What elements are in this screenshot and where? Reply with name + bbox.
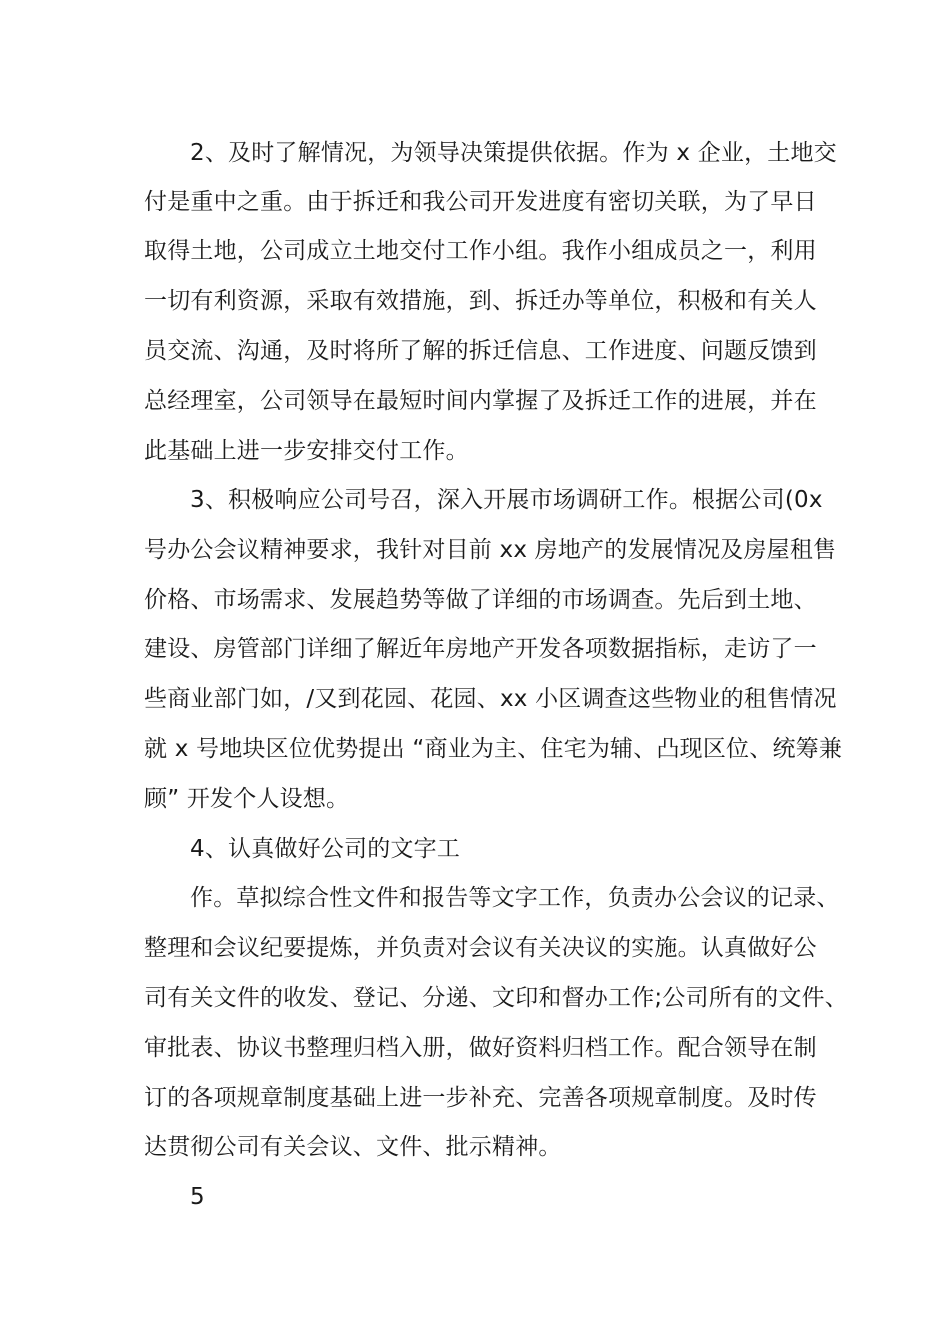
text-line: 些商业部门如，/又到花园、花园、xx 小区调查这些物业的租售情况 [144,686,837,712]
text-line: 3、积极响应公司号召，深入开展市场调研工作。根据公司(0x [190,487,823,513]
text-line: 建设、房管部门详细了解近年房地产开发各项数据指标，走访了一 [144,636,817,662]
text-line: 司有关文件的收发、登记、分递、文印和督办工作;公司所有的文件、 [144,985,848,1011]
text-line: 付是重中之重。由于拆迁和我公司开发进度有密切关联，为了早日 [144,189,817,215]
text-line: 作。草拟综合性文件和报告等文字工作，负责办公会议的记录、 [190,885,840,911]
text-line: 总经理室，公司领导在最短时间内掌握了及拆迁工作的进展，并在 [144,388,817,414]
text-line: 取得土地，公司成立土地交付工作小组。我作小组成员之一，利用 [144,238,817,264]
text-line: 就 x 号地块区位优势提出 “商业为主、住宅为辅、凸现区位、统筹兼 [144,736,843,762]
text-line: 达贯彻公司有关会议、文件、批示精神。 [144,1134,562,1160]
text-line: 整理和会议纪要提炼，并负责对会议有关决议的实施。认真做好公 [144,935,817,961]
text-line: 此基础上进一步安排交付工作。 [144,438,469,464]
text-line: 审批表、协议书整理归档入册，做好资料归档工作。配合领导在制 [144,1035,817,1061]
text-line: 员交流、沟通，及时将所了解的拆迁信息、工作进度、问题反馈到 [144,338,817,364]
text-line: 2、及时了解情况，为领导决策提供依据。作为 x 企业，土地交 [190,140,837,166]
text-line: 顾” 开发个人设想。 [144,786,350,812]
text-line: 订的各项规章制度基础上进一步补充、完善各项规章制度。及时传 [144,1085,817,1111]
text-line: 价格、市场需求、发展趋势等做了详细的市场调查。先后到土地、 [144,587,817,613]
text-line: 4、认真做好公司的文字工 [190,836,461,862]
text-line: 一切有利资源，采取有效措施，到、拆迁办等单位，积极和有关人 [144,288,817,314]
text-line: 号办公会议精神要求，我针对目前 xx 房地产的发展情况及房屋租售 [144,537,837,563]
text-line: 5 [190,1184,205,1210]
